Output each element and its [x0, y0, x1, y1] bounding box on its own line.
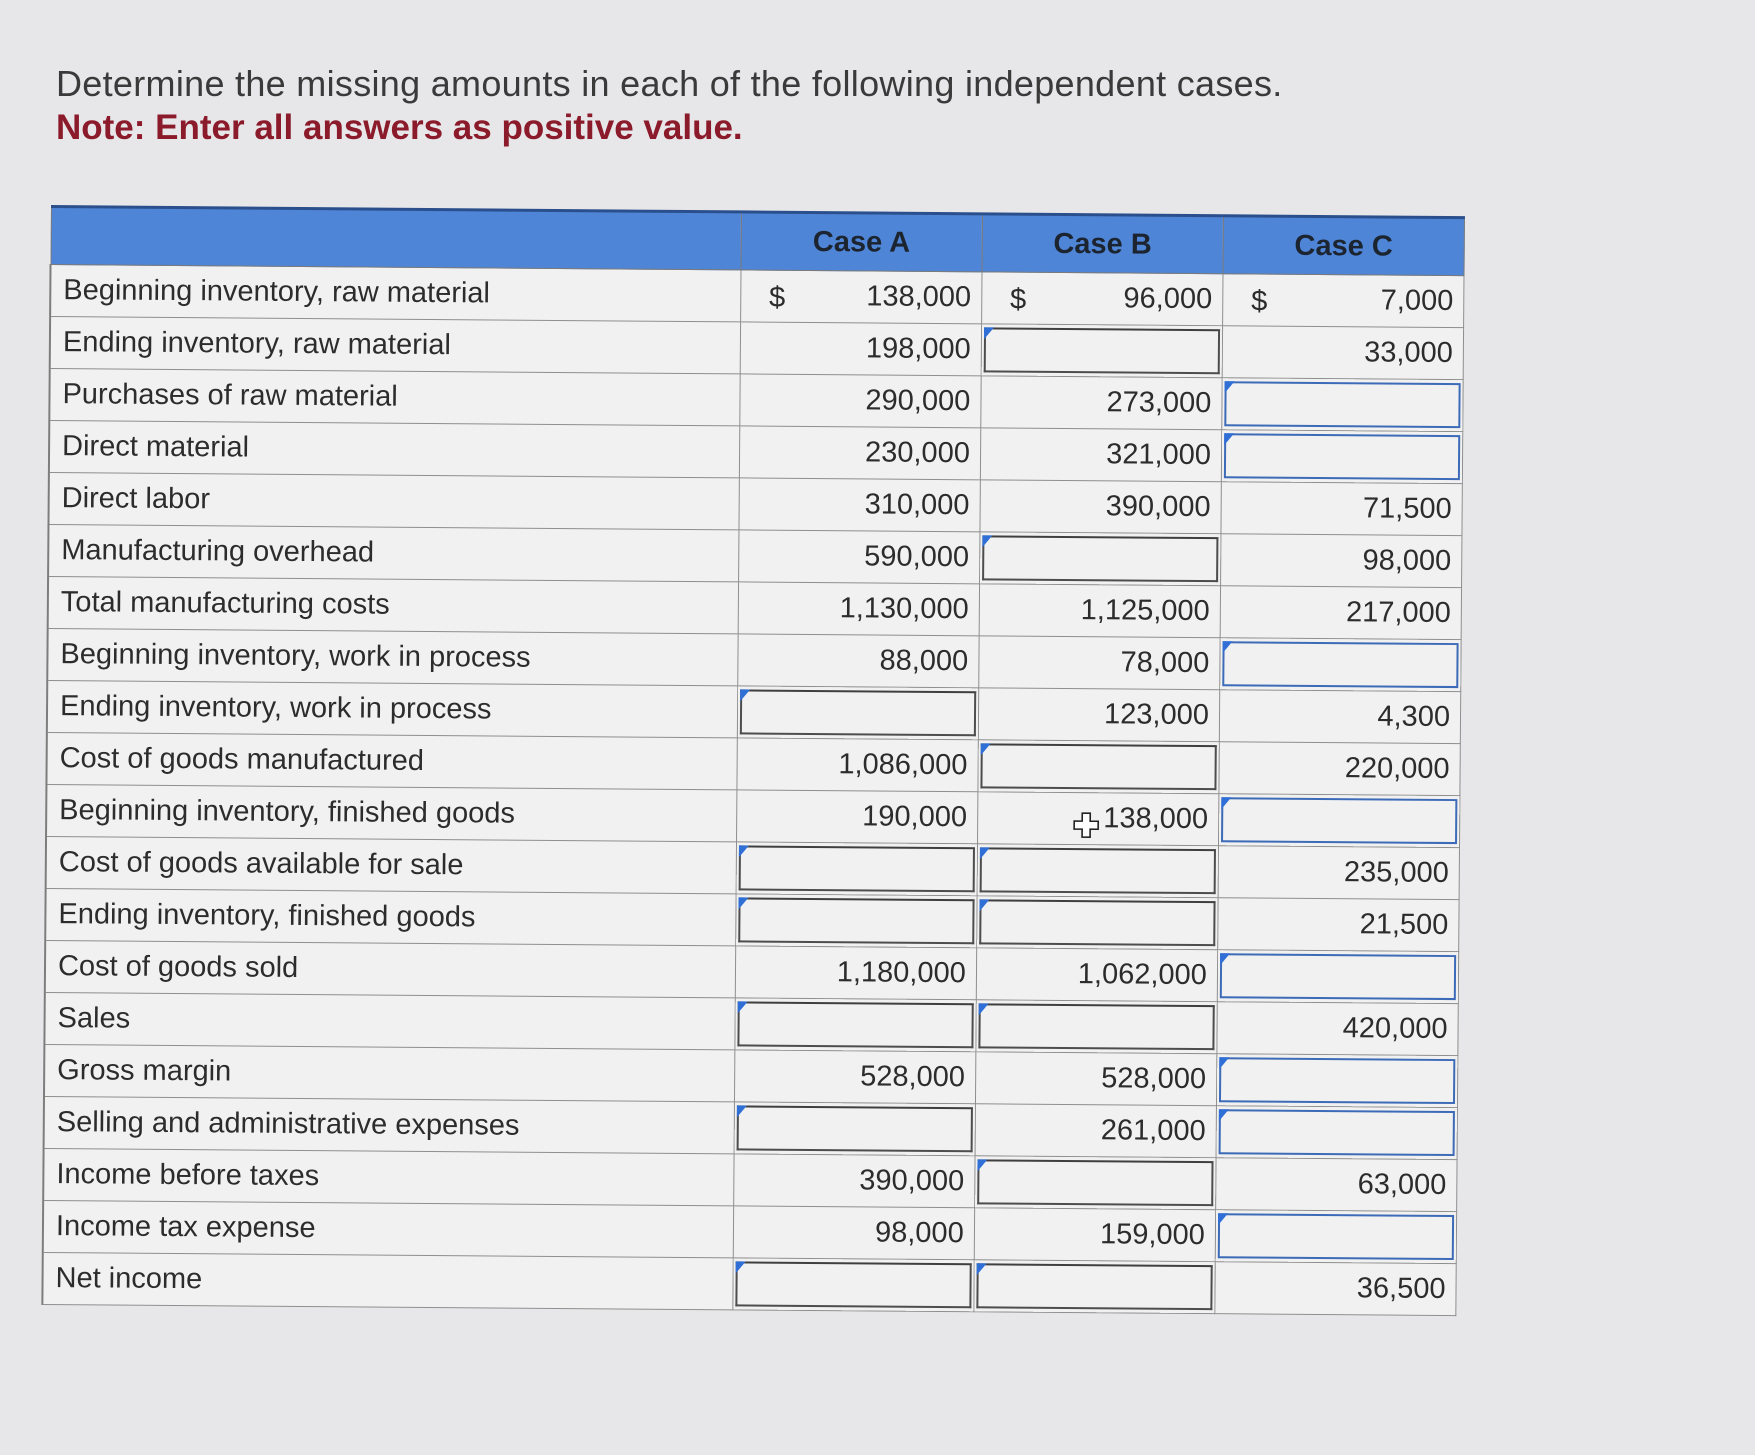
row-label: Cost of goods available for sale	[46, 836, 737, 893]
cell-value: 261,000	[1100, 1114, 1206, 1148]
input-box[interactable]	[1224, 381, 1460, 428]
cell-value: 220,000	[1344, 752, 1450, 786]
input-marker-icon	[979, 899, 989, 911]
input-marker-icon	[1219, 1109, 1229, 1121]
given-value-case-a	[740, 270, 981, 324]
answer-input-case-c[interactable]	[1216, 1106, 1458, 1160]
column-header-case-c: Case C	[1223, 216, 1465, 276]
given-value-case-a	[738, 530, 979, 584]
input-marker-icon	[1219, 1057, 1229, 1069]
answer-input-case-b[interactable]	[974, 1156, 1215, 1210]
given-value-case-a	[733, 1206, 974, 1260]
move-cursor-icon	[1072, 811, 1100, 839]
answer-input-case-c[interactable]	[1217, 950, 1459, 1004]
input-marker-icon	[738, 897, 748, 909]
currency-symbol: $	[1009, 283, 1027, 316]
cell-value: 235,000	[1343, 856, 1449, 890]
input-marker-icon	[1224, 381, 1234, 393]
cell-value: 1,062,000	[1077, 958, 1208, 992]
input-box[interactable]	[1221, 797, 1457, 844]
cell-value: 123,000	[1103, 698, 1210, 732]
given-value-case-b	[980, 428, 1221, 482]
input-box[interactable]	[1222, 641, 1458, 688]
answer-input-case-b[interactable]	[977, 844, 1218, 898]
cell-value: 528,000	[860, 1060, 966, 1094]
given-value-case-a	[736, 790, 977, 844]
label-column-header	[51, 207, 742, 270]
cell-value: 78,000	[1120, 646, 1210, 680]
answer-input-case-a[interactable]	[735, 998, 976, 1052]
answer-input-case-b[interactable]	[976, 1000, 1217, 1054]
cell-value: 1,130,000	[839, 592, 969, 626]
cell-value: 159,000	[1099, 1218, 1205, 1252]
input-marker-icon	[1220, 953, 1230, 965]
given-value-case-b	[981, 272, 1222, 326]
given-value-case-b	[978, 688, 1219, 742]
answer-input-case-c[interactable]	[1216, 1054, 1458, 1108]
input-marker-icon	[1224, 433, 1234, 445]
row-label: Total manufacturing costs	[48, 576, 739, 633]
cell-value: 4,300	[1377, 700, 1451, 734]
given-value-case-a	[740, 322, 981, 376]
cell-value: 1,125,000	[1080, 594, 1210, 628]
given-value-case-a	[737, 738, 978, 792]
row-label: Direct labor	[48, 472, 739, 529]
given-value-case-c	[1217, 1002, 1459, 1056]
input-box[interactable]	[976, 1263, 1212, 1310]
cell-value: 590,000	[864, 540, 970, 574]
given-value-case-a	[733, 1154, 974, 1208]
given-value-case-c	[1222, 274, 1464, 328]
input-marker-icon	[739, 845, 749, 857]
cases-table	[41, 205, 1465, 1316]
cell-value: 230,000	[864, 436, 971, 470]
input-box[interactable]	[1220, 953, 1456, 1000]
answer-input-case-b[interactable]	[979, 532, 1220, 586]
cell-value: 321,000	[1106, 438, 1212, 472]
given-value-case-c	[1219, 742, 1461, 796]
given-value-case-b	[980, 480, 1221, 534]
given-value-case-c	[1221, 482, 1463, 536]
cell-value: 1,086,000	[838, 748, 968, 782]
row-label: Income tax expense	[43, 1200, 734, 1257]
input-marker-icon	[977, 1159, 987, 1171]
answer-note: Note: Enter all answers as positive value.	[56, 108, 743, 147]
input-box[interactable]	[980, 743, 1216, 790]
given-value-case-c	[1219, 690, 1461, 744]
input-marker-icon	[737, 1001, 747, 1013]
given-value-case-c	[1215, 1262, 1457, 1316]
row-label: Cost of goods manufactured	[46, 732, 737, 789]
cell-value: 310,000	[864, 488, 970, 522]
input-box[interactable]	[738, 845, 974, 892]
input-box[interactable]	[982, 535, 1218, 582]
row-label: Net income	[42, 1252, 733, 1309]
cell-value: 7,000	[1380, 284, 1454, 318]
answer-input-case-b[interactable]	[974, 1260, 1215, 1314]
input-box[interactable]	[984, 327, 1220, 374]
input-box[interactable]	[979, 847, 1215, 894]
input-box[interactable]	[738, 897, 974, 944]
input-marker-icon	[976, 1263, 986, 1275]
currency-symbol: $	[768, 281, 786, 314]
answer-input-case-a[interactable]	[737, 686, 978, 740]
given-value-case-b	[975, 1052, 1216, 1106]
given-value-case-a	[739, 478, 980, 532]
input-marker-icon	[978, 1003, 988, 1015]
answer-input-case-c[interactable]	[1220, 638, 1462, 692]
given-value-case-b	[977, 792, 1218, 846]
given-value-case-a	[737, 634, 978, 688]
input-marker-icon	[1222, 641, 1232, 653]
given-value-case-b	[976, 948, 1217, 1002]
input-marker-icon	[1221, 797, 1231, 809]
row-label: Beginning inventory, finished goods	[46, 784, 737, 841]
cell-value: 98,000	[874, 1216, 964, 1250]
row-label: Ending inventory, raw material	[50, 317, 741, 374]
table-row	[42, 1252, 1456, 1315]
row-label: Beginning inventory, raw material	[50, 265, 741, 322]
given-value-case-c	[1222, 326, 1464, 380]
answer-input-case-c[interactable]	[1215, 1210, 1457, 1264]
row-label: Direct material	[49, 421, 740, 478]
table-body	[42, 265, 1464, 1316]
input-marker-icon	[981, 743, 991, 755]
answer-input-case-b[interactable]	[978, 740, 1219, 794]
input-marker-icon	[984, 327, 994, 339]
input-box[interactable]	[736, 1105, 972, 1152]
cell-value: 63,000	[1357, 1168, 1447, 1201]
case-worksheet	[41, 205, 1465, 1316]
answer-input-case-a[interactable]	[733, 1258, 974, 1312]
input-box[interactable]	[978, 1003, 1214, 1050]
input-box[interactable]	[740, 689, 976, 736]
given-value-case-b	[974, 1208, 1215, 1262]
question-prompt: Determine the missing amounts in each of the following independent cases.	[56, 63, 1283, 104]
cell-value: 1,180,000	[836, 956, 966, 990]
given-value-case-c	[1218, 898, 1460, 952]
row-label: Gross margin	[44, 1044, 735, 1101]
answer-input-case-b[interactable]	[981, 324, 1222, 378]
given-value-case-a	[739, 426, 980, 480]
cell-value: 33,000	[1364, 336, 1454, 370]
answer-input-case-c[interactable]	[1218, 794, 1460, 848]
row-label: Ending inventory, work in process	[47, 680, 738, 737]
input-marker-icon	[740, 689, 750, 701]
input-box[interactable]	[977, 1159, 1213, 1206]
cell-value: 138,000	[866, 280, 972, 314]
given-value-case-c	[1220, 534, 1462, 588]
input-box[interactable]	[1219, 1057, 1455, 1104]
column-header-case-a: Case A	[741, 212, 983, 272]
given-value-case-b	[979, 584, 1220, 638]
cell-value: 273,000	[1106, 386, 1212, 420]
answer-input-case-a[interactable]	[734, 1102, 975, 1156]
cell-value: 96,000	[1123, 282, 1213, 316]
answer-input-case-c[interactable]	[1222, 378, 1464, 432]
cell-value: 528,000	[1101, 1062, 1207, 1096]
cell-value: 217,000	[1345, 596, 1451, 630]
row-label: Cost of goods sold	[45, 940, 736, 997]
row-label: Ending inventory, finished goods	[45, 888, 736, 945]
given-value-case-a	[734, 1050, 975, 1104]
given-value-case-c	[1220, 586, 1462, 640]
cell-value: 390,000	[1105, 490, 1211, 524]
input-box[interactable]	[735, 1261, 971, 1308]
input-marker-icon	[735, 1261, 745, 1273]
answer-input-case-c[interactable]	[1221, 430, 1463, 484]
column-header-case-b: Case B	[982, 214, 1224, 274]
row-label: Sales	[44, 992, 735, 1049]
cell-value: 290,000	[865, 384, 971, 418]
given-value-case-a	[738, 582, 979, 636]
cell-value: 98,000	[1362, 544, 1452, 578]
input-box[interactable]	[1218, 1109, 1454, 1156]
input-marker-icon	[737, 1105, 747, 1117]
cell-value: 138,000	[1103, 802, 1209, 836]
input-marker-icon	[982, 535, 992, 547]
row-label: Manufacturing overhead	[48, 524, 739, 581]
cell-value: 390,000	[859, 1164, 965, 1198]
input-box[interactable]	[737, 1001, 973, 1048]
answer-input-case-b[interactable]	[977, 896, 1218, 950]
given-value-case-c	[1218, 846, 1460, 900]
input-marker-icon	[980, 847, 990, 859]
input-box[interactable]	[1218, 1213, 1454, 1260]
cell-value: 420,000	[1342, 1012, 1448, 1046]
row-label: Purchases of raw material	[49, 369, 740, 426]
cell-value: 36,500	[1356, 1272, 1446, 1305]
cell-value: 198,000	[865, 332, 971, 366]
given-value-case-b	[981, 376, 1222, 430]
instructions	[56, 62, 1456, 150]
input-box[interactable]	[1224, 433, 1460, 480]
input-marker-icon	[1218, 1213, 1228, 1225]
row-label: Beginning inventory, work in process	[47, 628, 738, 685]
row-label: Selling and administrative expenses	[44, 1096, 735, 1153]
cell-value: 190,000	[862, 800, 968, 834]
given-value-case-b	[975, 1104, 1216, 1158]
cell-value: 71,500	[1362, 492, 1452, 526]
given-value-case-b	[979, 636, 1220, 690]
input-box[interactable]	[979, 899, 1215, 946]
answer-input-case-a[interactable]	[735, 894, 976, 948]
given-value-case-c	[1216, 1158, 1458, 1212]
row-label: Income before taxes	[43, 1148, 734, 1205]
given-value-case-a	[735, 946, 976, 1000]
given-value-case-a	[740, 374, 981, 428]
answer-input-case-a[interactable]	[736, 842, 977, 896]
currency-symbol: $	[1251, 285, 1268, 318]
cell-value: 21,500	[1359, 908, 1449, 942]
cell-value: 88,000	[879, 644, 969, 678]
